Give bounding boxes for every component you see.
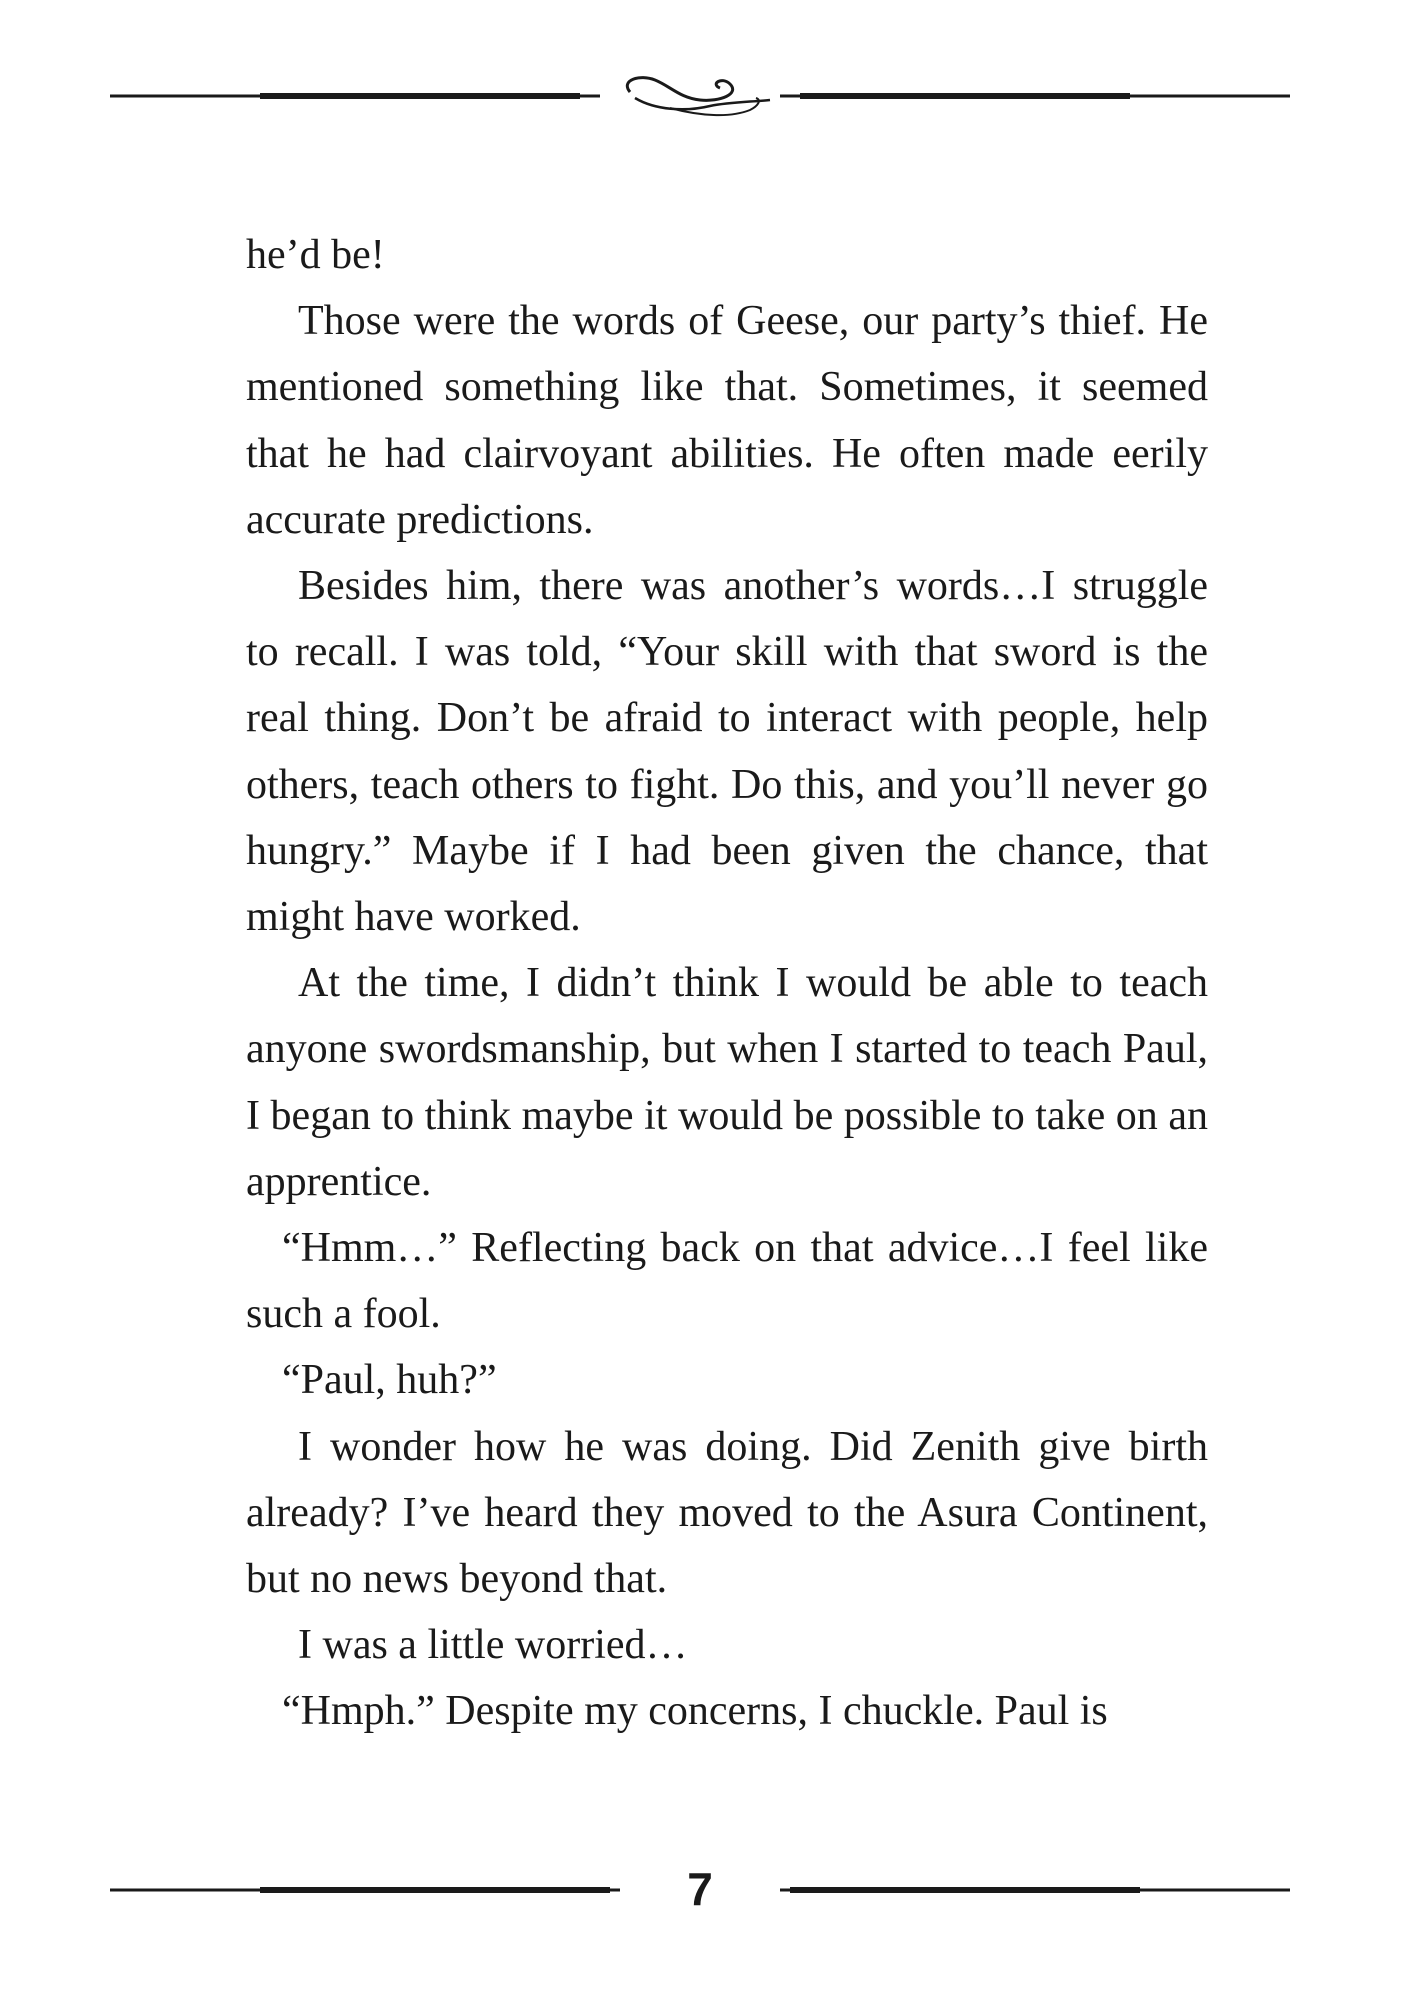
paragraph: “Hmph.” Despite my concerns, I chuckle. Paul is xyxy=(282,1688,1108,1735)
paragraph: he’d be! xyxy=(246,232,385,278)
page-number: 7 xyxy=(687,1863,713,1915)
paragraph: I was a little worried… xyxy=(298,1622,688,1669)
flourish-divider-icon xyxy=(110,70,1290,130)
paragraph: Those were the words of Geese, our party’s thief. He mentioned something like that. Sometimes, it seemed that he had clairvoyant abilities. He often made eerily accurate predictions. xyxy=(246,298,1208,543)
page-body-text xyxy=(246,222,1208,1745)
paragraph: Besides him, there was another’s words…I struggle to recall. I was told, “Your skill with that sword is the real thing. Don’t be afraid to interact with people, help others, teach others to fight. Do this, and you’ll never go hungry.” Maybe if I had been given the chance, that might have worked. xyxy=(246,563,1208,941)
paragraph: I wonder how he was doing. Did Zenith give birth already? I’ve heard they moved to the Asura Continent, but no news beyond that. xyxy=(246,1423,1208,1603)
paragraph: “Paul, huh?” xyxy=(282,1357,497,1404)
header-ornament xyxy=(110,70,1290,130)
paragraph: “Hmm…” Reflecting back on that advice…I feel like such a fool. xyxy=(246,1225,1208,1338)
paragraph: At the time, I didn’t think I would be able to teach anyone swordsmanship, but when I started to teach Paul, I began to think maybe it would be possible to take on an apprentice. xyxy=(246,960,1208,1205)
